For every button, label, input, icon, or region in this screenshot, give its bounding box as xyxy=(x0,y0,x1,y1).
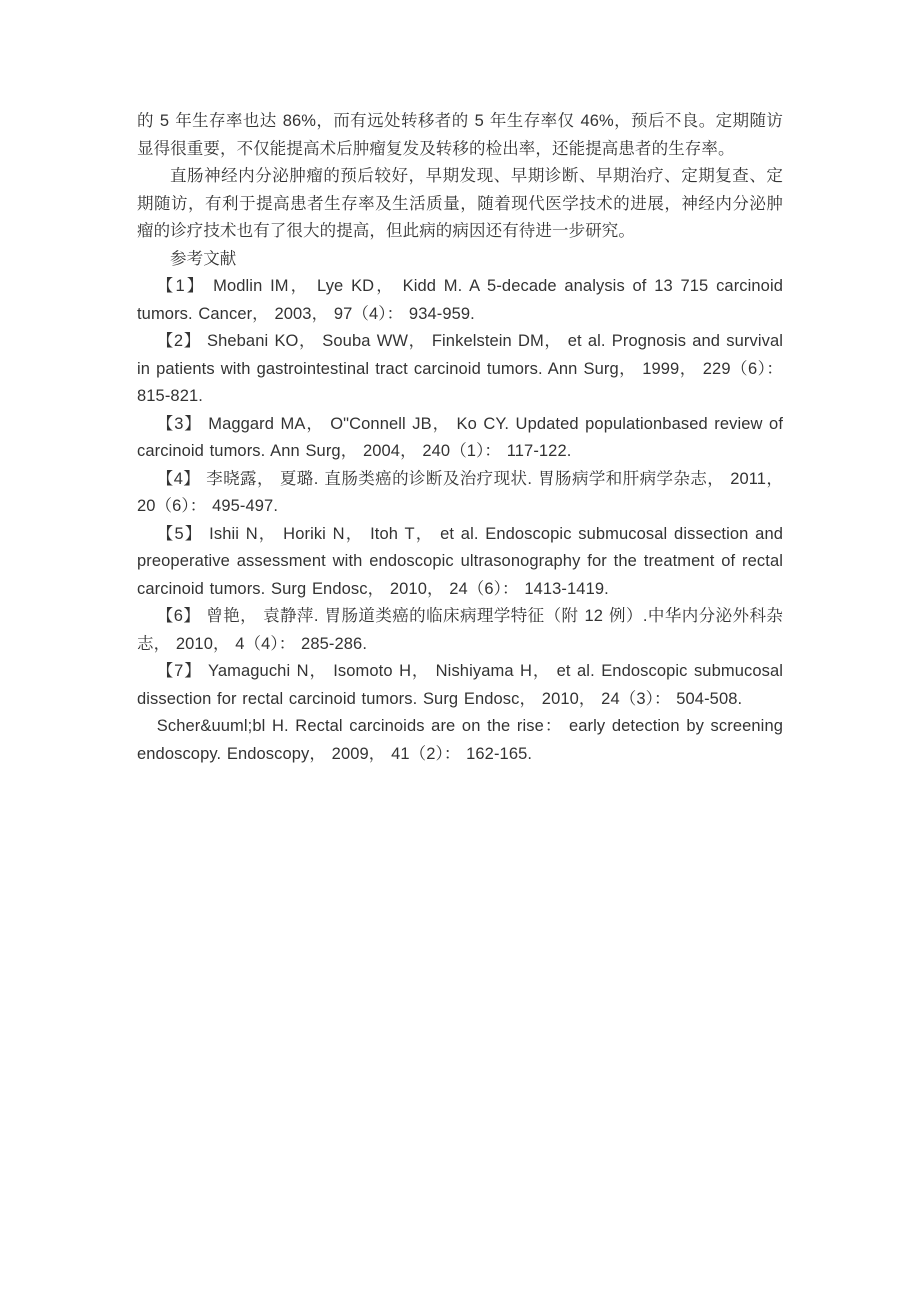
references-heading: 参考文献 xyxy=(170,249,237,268)
body-paragraph: 直肠神经内分泌肿瘤的预后较好，早期发现、早期诊断、早期治疗、定期复查、定期随访，有利于提高患者生存率及生活质量，随着现代医学技术的进展，神经内分泌肿瘤的诊疗技术也有了很大的提高，但此病的病因还有待进一步研究。 xyxy=(137,167,783,240)
reference-item: 【1】 Modlin IM， Lye KD， Kidd M. A 5-decade analysis of 13 715 carcinoid tumors. Cancer， 2003， 97（4）： 934-959. xyxy=(137,277,783,323)
reference-item: Scher&uuml;bl H. Rectal carcinoids are on the rise： early detection by screening endoscopy. Endoscopy， 2009， 41（2）： 162-165. xyxy=(137,717,783,763)
reference-item: 【2】 Shebani KO， Souba WW， Finkelstein DM， et al. Prognosis and survival in patients with gastrointestinal tract carcinoid tumors. Ann Surg， 1999， 229（6）： 815-821. xyxy=(137,332,783,405)
body-paragraph-continuation: 的 5 年生存率也达 86%，而有远处转移者的 5 年生存率仅 46%，预后不良。定期随访显得很重要，不仅能提高术后肿瘤复发及转移的检出率，还能提高患者的生存率。 xyxy=(137,112,783,158)
document-body xyxy=(137,108,783,768)
reference-item: 【5】 Ishii N， Horiki N， Itoh T， et al. Endoscopic submucosal dissection and preoperative assessment with endoscopic ultrasonography for the treatment of rectal carcinoid tumors. Surg Endosc， 2010， 24（6）： 1413-1419. xyxy=(137,524,783,598)
reference-item: 【7】 Yamaguchi N， Isomoto H， Nishiyama H， et al. Endoscopic submucosal dissection for rectal carcinoid tumors. Surg Endosc， 2010， 24（3）： 504-508. xyxy=(137,662,783,708)
reference-item: 【6】 曾艳， 袁静萍. 胃肠道类癌的临床病理学特征（附 12 例）.中华内分泌外科杂志， 2010， 4（4）： 285-286. xyxy=(137,607,783,653)
reference-item: 【4】 李晓露， 夏璐. 直肠类癌的诊断及治疗现状. 胃肠病学和肝病学杂志， 2011，20（6）： 495-497. xyxy=(137,469,783,515)
reference-item: 【3】 Maggard MA， O"Connell JB， Ko CY. Updated populationbased review of carcinoid tumors. Ann Surg， 2004， 240（1）： 117-122. xyxy=(137,414,783,460)
